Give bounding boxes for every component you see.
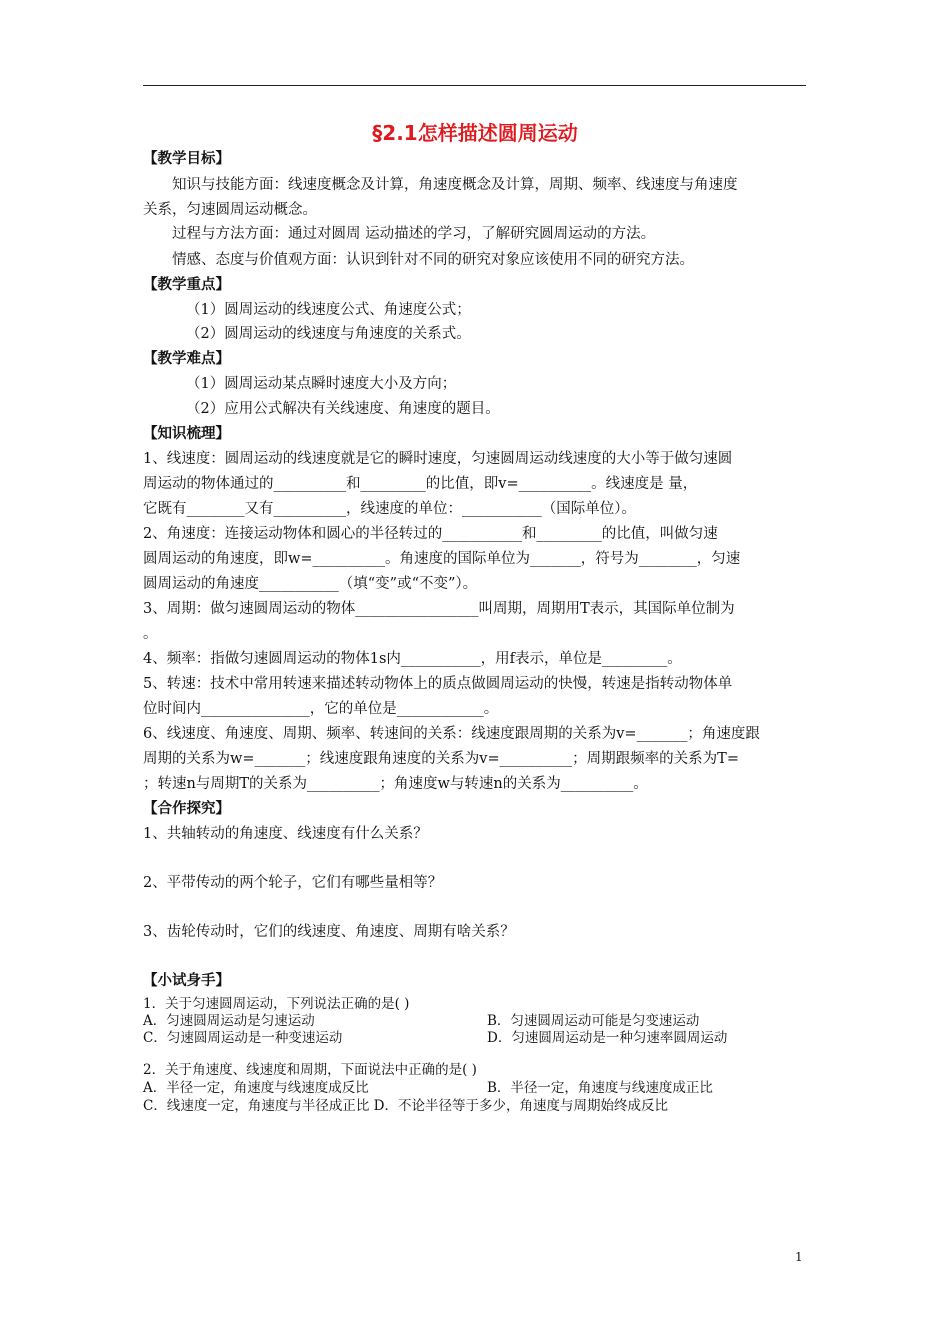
review-line: 。: [143, 626, 158, 642]
review-line: 2、角速度：连接运动物体和圆心的半径转过的___________和_________的比值，叫做匀速: [143, 526, 718, 542]
key-point: （2）圆周运动的线速度与角速度的关系式。: [186, 326, 471, 342]
option-b: B．匀速圆周运动可能是匀变速运动: [487, 1013, 700, 1029]
explore-question: 1、共轴转动的角速度、线速度有什么关系？: [143, 826, 428, 842]
goal-line: 过程与方法方面：通过对圆周 运动描述的学习，了解研究圆周运动的方法。: [172, 226, 656, 242]
section-heading-practice: 【小试身手】: [143, 973, 230, 989]
section-heading-review: 【知识梳理】: [143, 426, 230, 442]
option-a: A．半径一定，角速度与线速度成反比: [143, 1080, 369, 1096]
review-line: 6、线速度、角速度、周期、频率、转速间的关系：线速度跟周期的关系为v=_______；角速度跟: [143, 726, 760, 742]
option-d: D．匀速圆周运动是一种匀速率圆周运动: [487, 1030, 728, 1046]
question-stem: 1．关于匀速圆周运动，下列说法正确的是( ): [143, 996, 410, 1012]
option-a: A．匀速圆周运动是匀速运动: [143, 1013, 315, 1029]
section-heading-key: 【教学重点】: [143, 277, 230, 293]
option-b: B．半径一定，角速度与线速度成正比: [487, 1080, 713, 1096]
review-line: 4、频率：指做匀速圆周运动的物体1s内___________，用f表示，单位是_________。: [143, 651, 682, 667]
goal-line: 知识与技能方面：线速度概念及计算，角速度概念及计算，周期、频率、线速度与角速度: [172, 177, 738, 193]
review-line: ；转速n与周期T的关系为__________；角速度w与转速n的关系为__________。: [143, 776, 648, 792]
header-rule: [143, 85, 806, 86]
section-heading-explore: 【合作探究】: [143, 801, 230, 817]
page-number: 1: [795, 1250, 803, 1264]
difficult-point: （1）圆周运动某点瞬时速度大小及方向；: [186, 376, 457, 392]
key-point: （1）圆周运动的线速度公式、角速度公式；: [186, 302, 471, 318]
option-c-and-d: C．线速度一定，角速度与半径成正比 D．不论半径等于多少，角速度与周期始终成反比: [143, 1098, 668, 1114]
review-line: 圆周运动的角速度___________（填“变”或“不变”）。: [143, 576, 478, 592]
option-c: C．匀速圆周运动是一种变速运动: [143, 1030, 343, 1046]
review-line: 周期的关系为w=_______；线速度跟角速度的关系为v=__________；周期跟频率的关系为T=: [143, 751, 739, 767]
explore-question: 3、齿轮传动时，它们的线速度、角速度、周期有啥关系？: [143, 924, 515, 940]
review-line: 它既有________又有__________，线速度的单位：___________（国际单位）。: [143, 501, 636, 517]
review-line: 位时间内_______________，它的单位是____________。: [143, 701, 499, 717]
section-heading-goals: 【教学目标】: [143, 151, 230, 167]
review-line: 圆周运动的角速度，即w=__________。角速度的国际单位为_______，符号为________，匀速: [143, 551, 741, 567]
review-line: 3、周期：做匀速圆周运动的物体_________________叫周期，周期用T表示，其国际单位制为: [143, 601, 735, 617]
section-heading-difficulty: 【教学难点】: [143, 351, 230, 367]
review-line: 周运动的物体通过的__________和_________的比值，即v=__________。线速度是 量，: [143, 476, 698, 492]
page-title: §2.1怎样描述圆周运动: [372, 121, 578, 145]
goal-line: 关系，匀速圆周运动概念。: [143, 202, 317, 218]
goal-line: 情感、态度与价值观方面：认识到针对不同的研究对象应该使用不同的研究方法。: [172, 252, 694, 268]
question-stem: 2．关于角速度、线速度和周期，下面说法中正确的是( ): [143, 1062, 477, 1078]
difficult-point: （2）应用公式解决有关线速度、角速度的题目。: [186, 401, 500, 417]
explore-question: 2、平带传动的两个轮子，它们有哪些量相等？: [143, 875, 443, 891]
review-line: 1、线速度：圆周运动的线速度就是它的瞬时速度，匀速圆周运动线速度的大小等于做匀速圆: [143, 451, 733, 467]
review-line: 5、转速：技术中常用转速来描述转动物体上的质点做圆周运动的快慢，转速是指转动物体单: [143, 676, 733, 692]
